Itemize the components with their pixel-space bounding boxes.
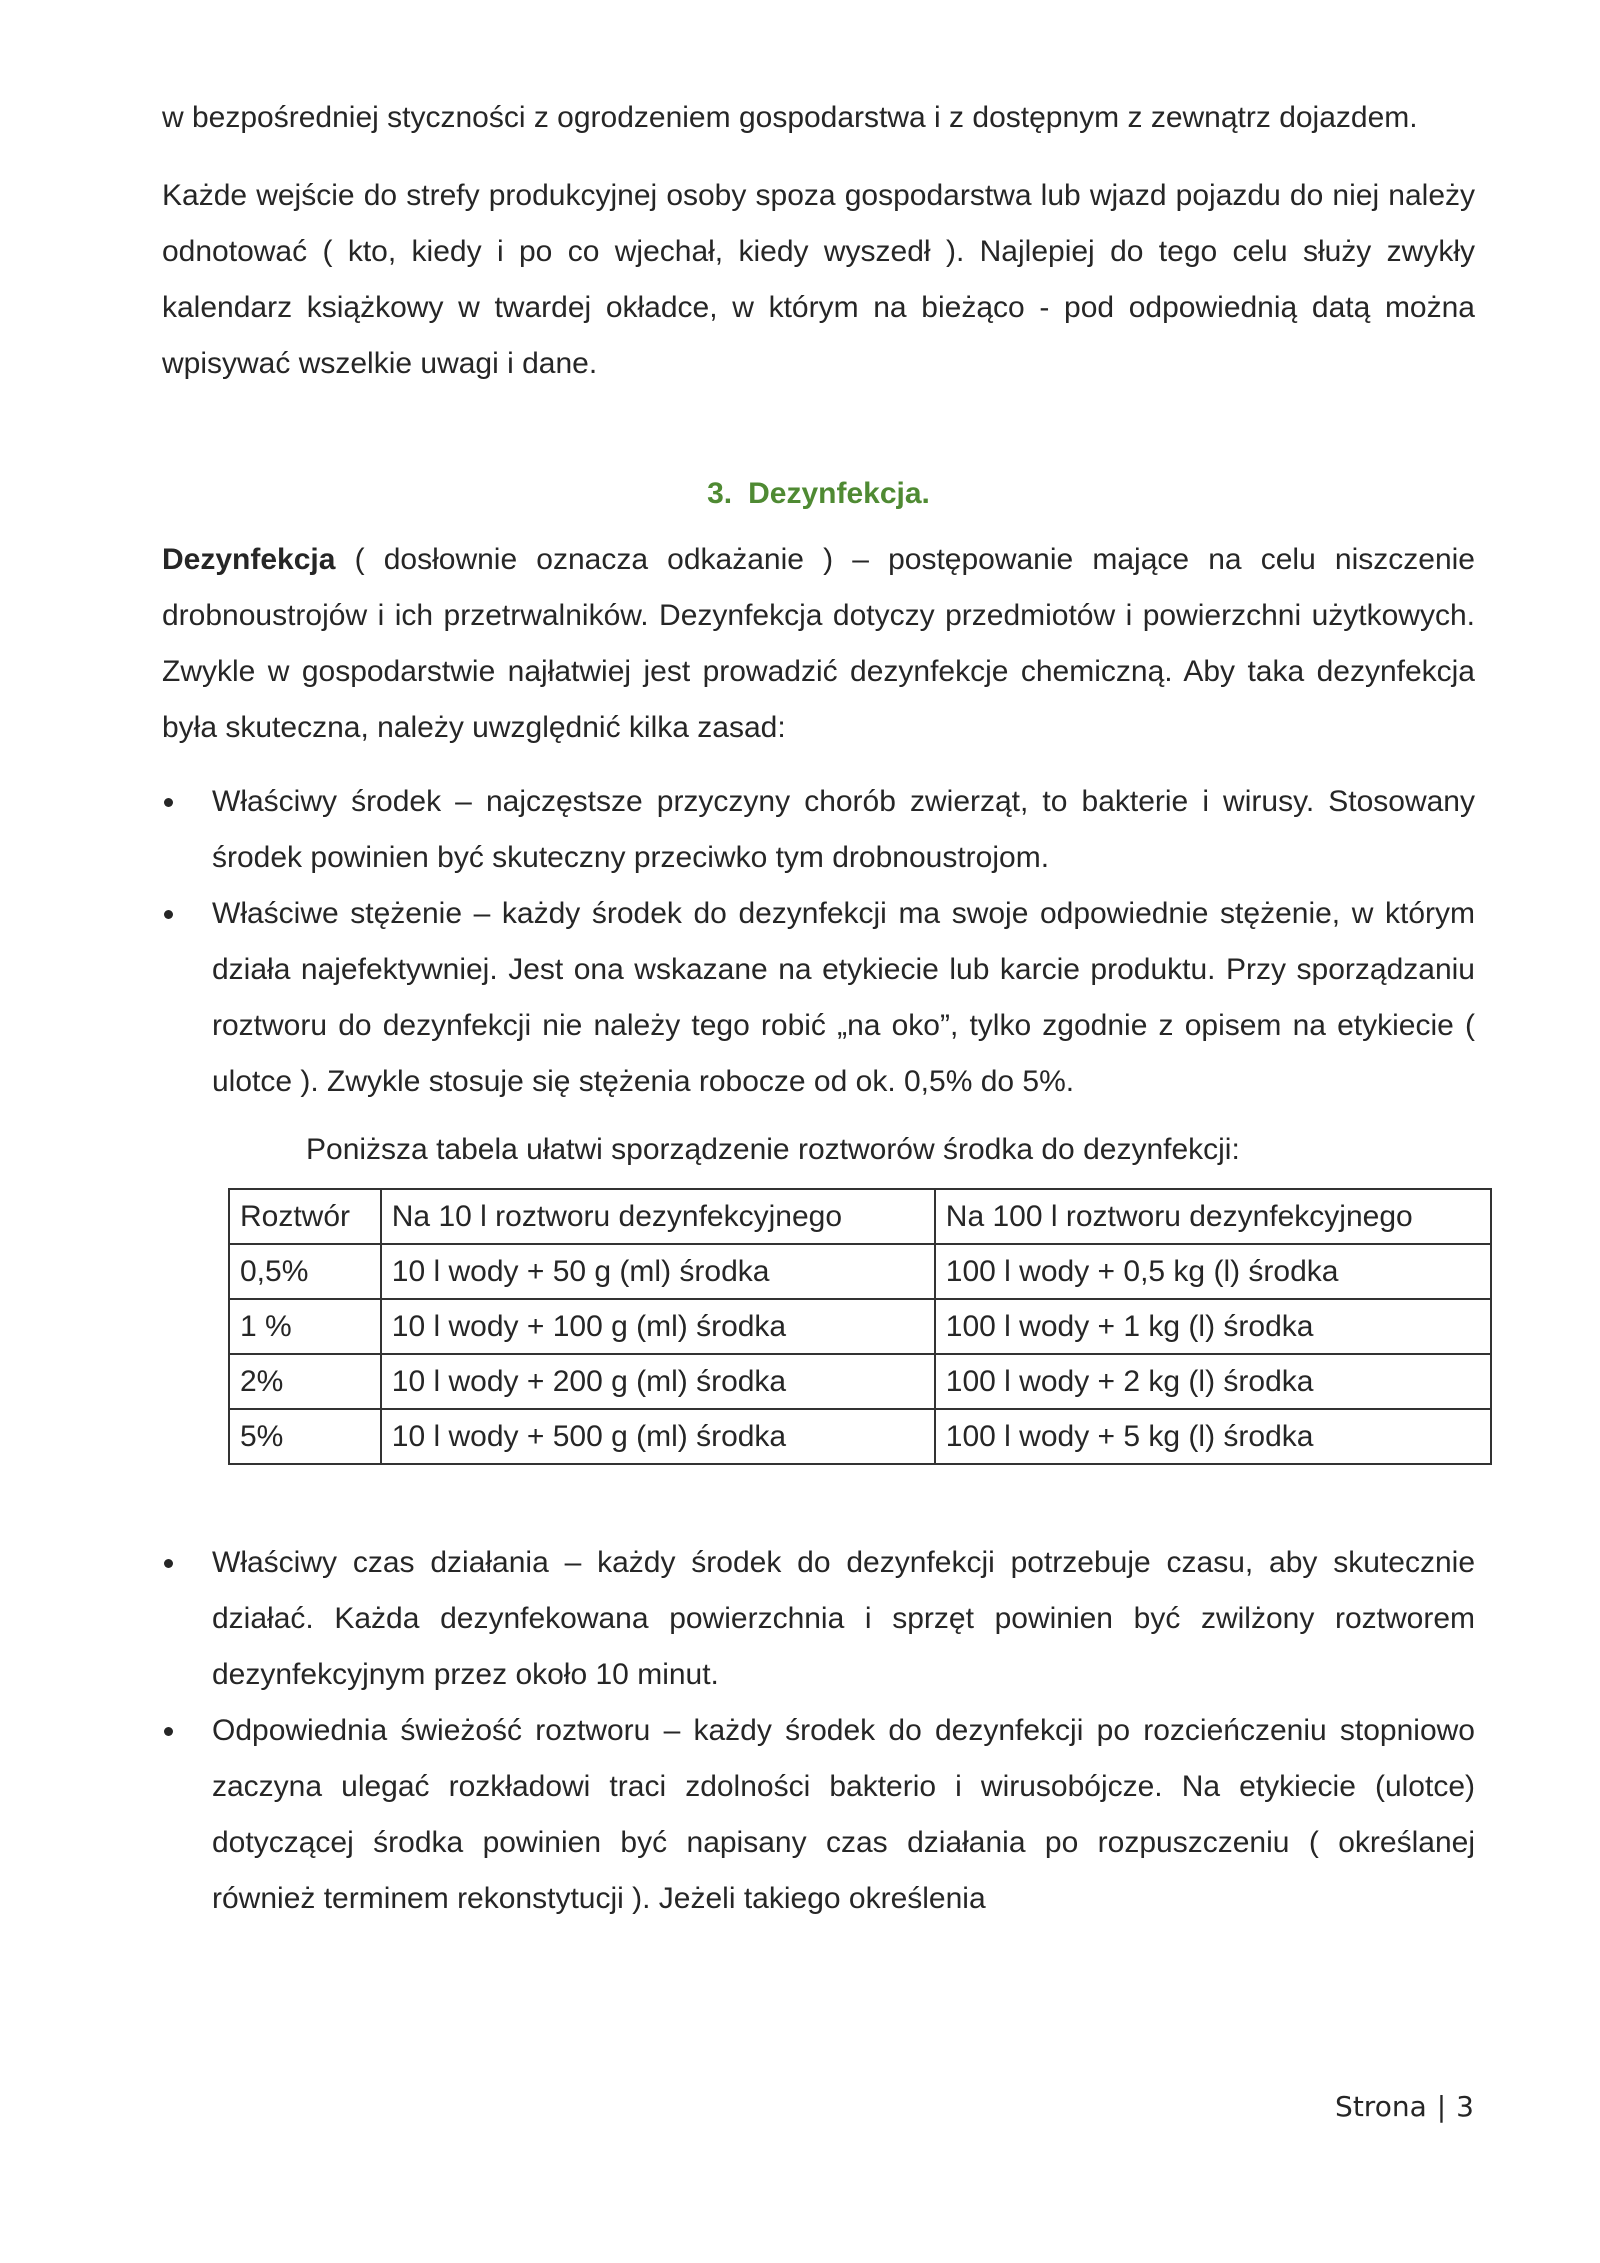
page-footer (1335, 2090, 1474, 2123)
section-lead-paragraph (162, 532, 1475, 756)
footer-separator: | (1436, 2090, 1447, 2123)
table-caption: Poniższa tabela ułatwi sporządzenie roztworów środka do dezynfekcji: (306, 1133, 1240, 1166)
list-item-text: Odpowiednia świeżość roztworu – każdy środek do dezynfekcji po rozcieńczeniu stopniowo zaczyna ulegać rozkładowi traci zdolności bakterio i wirusobójcze. Na etykiecie (ulotce) dotyczącej środka powinien być napisany czas działania po rozpuszczeniu ( określanej również terminem rekonstytucji ). Jeżeli takiego określenia (212, 1714, 1475, 1915)
list-item-text: Właściwe stężenie – każdy środek do dezynfekcji ma swoje odpowiednie stężenie, w którym działa najefektywniej. Jest ona wskazane na etykiecie lub karcie produktu. Przy sporządzaniu roztworu do dezynfekcji nie należy tego robić „na oko”, tylko zgodnie z opisem na etykiecie ( ulotce ). Zwykle stosuje się stężenia robocze od ok. 0,5% do 5%. (212, 897, 1475, 1098)
section-number: 3. (707, 477, 733, 510)
list-item (162, 1703, 1475, 1927)
table-cell: 10 l wody + 500 g (ml) środka (381, 1409, 935, 1464)
bullet-list-top (162, 774, 1475, 1110)
page-number: 3 (1456, 2090, 1474, 2123)
dilution-table (228, 1188, 1492, 1465)
bullet-icon (164, 798, 173, 807)
bullet-list-bottom (162, 1535, 1475, 1927)
table-cell: 100 l wody + 1 kg (l) środka (935, 1299, 1491, 1354)
list-item (162, 886, 1475, 1110)
table-cell: 10 l wody + 50 g (ml) środka (381, 1244, 935, 1299)
page-content (162, 90, 1475, 1927)
list-item-text: Właściwy czas działania – każdy środek do dezynfekcji potrzebuje czasu, aby skutecznie działać. Każda dezynfekowana powierzchnia i sprzęt powinien być zwilżony roztworem dezynfekcyjnym przez około 10 minut. (212, 1546, 1475, 1691)
table-cell: 0,5% (229, 1244, 381, 1299)
footer-label: Strona (1335, 2090, 1427, 2123)
table-row (229, 1354, 1491, 1409)
list-item (162, 774, 1475, 886)
table-header-cell: Na 10 l roztworu dezynfekcyjnego (381, 1189, 935, 1244)
bullet-icon (164, 910, 173, 919)
intro-paragraph-2: Każde wejście do strefy produkcyjnej osoby spoza gospodarstwa lub wjazd pojazdu do niej należy odnotować ( kto, kiedy i po co wjechał, kiedy wyszedł ). Najlepiej do tego celu służy zwykły kalendarz książkowy w twardej okładce, w którym na bieżąco - pod odpowiednią datą można wpisywać wszelkie uwagi i dane. (162, 179, 1475, 380)
table-cell: 100 l wody + 2 kg (l) środka (935, 1354, 1491, 1409)
table-cell: 5% (229, 1409, 381, 1464)
table-row (229, 1409, 1491, 1464)
table-cell: 100 l wody + 5 kg (l) środka (935, 1409, 1491, 1464)
table-row (229, 1299, 1491, 1354)
table-header-cell: Roztwór (229, 1189, 381, 1244)
table-cell: 2% (229, 1354, 381, 1409)
list-item (162, 1535, 1475, 1703)
section-title: Dezynfekcja. (748, 477, 930, 510)
table-cell: 100 l wody + 0,5 kg (l) środka (935, 1244, 1491, 1299)
list-item-text: Właściwy środek – najczęstsze przyczyny chorób zwierząt, to bakterie i wirusy. Stosowany środek powinien być skuteczny przeciwko tym drobnoustrojom. (212, 785, 1475, 874)
table-header-row (229, 1189, 1491, 1244)
table-row (229, 1244, 1491, 1299)
section-lead-bold: Dezynfekcja (162, 543, 336, 576)
table-cell: 1 % (229, 1299, 381, 1354)
section-heading (162, 466, 1475, 522)
table-header-cell: Na 100 l roztworu dezynfekcyjnego (935, 1189, 1491, 1244)
table-cell: 10 l wody + 100 g (ml) środka (381, 1299, 935, 1354)
bullet-icon (164, 1727, 173, 1736)
intro-paragraph-1: w bezpośredniej styczności z ogrodzeniem gospodarstwa i z dostępnym z zewnątrz dojazdem. (162, 101, 1418, 134)
section-lead-text: ( dosłownie oznacza odkażanie ) – postępowanie mające na celu niszczenie drobnoustrojów i ich przetrwalników. Dezynfekcja dotyczy przedmiotów i powierzchni użytkowych. Zwykle w gospodarstwie najłatwiej jest prowadzić dezynfekcje chemiczną. Aby taka dezynfekcja była skuteczna, należy uwzględnić kilka zasad: (162, 543, 1475, 744)
table-cell: 10 l wody + 200 g (ml) środka (381, 1354, 935, 1409)
bullet-icon (164, 1559, 173, 1568)
